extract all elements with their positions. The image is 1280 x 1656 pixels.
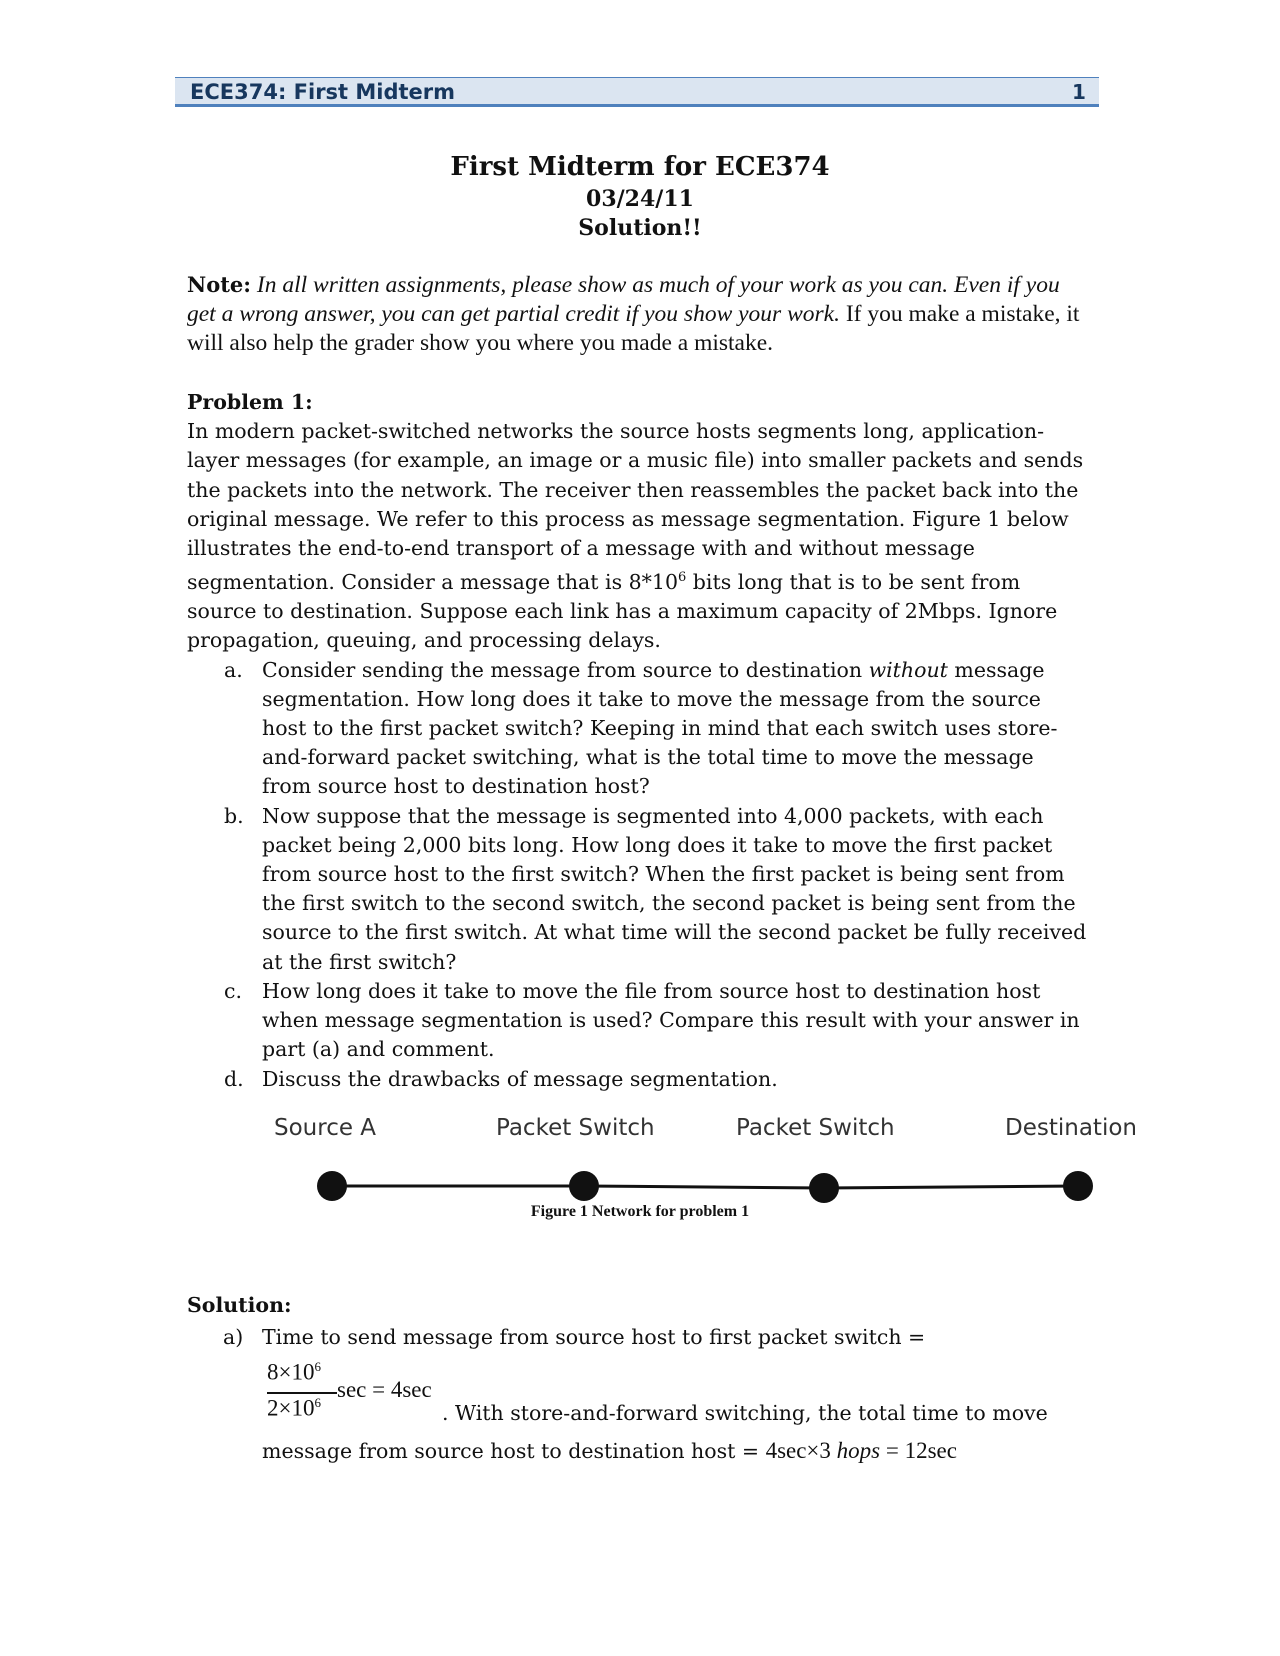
list-item <box>224 1065 1087 1094</box>
link-line <box>824 1186 1078 1188</box>
solution-a-label: a) <box>223 1325 244 1349</box>
list-item <box>224 977 1087 1065</box>
part-a-text-2: message segmentation. How long does it take to move the message from the source host to the first packet switch? Keeping in mind that each switch uses store-and-forward packet switching, what is the total time to move the message from source host to destination host? <box>262 657 1058 799</box>
document-subtitle: Solution!! <box>578 215 702 241</box>
problem-1 <box>187 388 1087 1094</box>
part-label: c. <box>224 978 242 1003</box>
denominator-exponent: 6 <box>314 1395 321 1410</box>
problem-heading: Problem 1: <box>187 390 313 414</box>
numerator-exponent: 6 <box>314 1359 321 1374</box>
problem-intro <box>187 417 1087 655</box>
list-item <box>224 802 1087 977</box>
part-a-text-1: Consider sending the message from source to destination <box>262 657 869 682</box>
solution-heading: Solution: <box>187 1293 292 1317</box>
part-label: a. <box>224 657 243 682</box>
fraction-bar <box>267 1392 337 1394</box>
fraction-denominator <box>267 1395 321 1422</box>
solution-a-line-1: Time to send message from source host to first packet switch = <box>262 1325 926 1349</box>
problem-parts-list <box>187 656 1087 1094</box>
note-paragraph <box>187 270 1087 358</box>
node-label-switch-1: Packet Switch <box>496 1115 655 1141</box>
part-c-text: How long does it take to move the file from source host to destination host when message segmentation is used? Compare this result with your answer in part (a) and comment. <box>262 978 1080 1062</box>
math-part-1: 4sec×3 <box>765 1438 837 1463</box>
math-hops: hops <box>836 1438 881 1463</box>
problem-intro-text-1: In modern packet-switched networks the source hosts segments long, application-layer messages (for example, an image or a music file) into smaller packets and sends the packets into the network. The receiver then reassembles the packet back into the original message. We refer to this process as message segmentation. Figure 1 below illustrates the end-to-end transport of a message with and without message segmentation. Consider a message that is 8*10 <box>187 419 1084 595</box>
fraction-numerator <box>267 1359 321 1386</box>
numerator-base: 8×10 <box>267 1359 315 1385</box>
node-label-destination: Destination <box>1005 1115 1137 1141</box>
fraction-result: sec = 4sec <box>337 1377 432 1402</box>
node-dot-source <box>317 1171 347 1201</box>
document-date: 03/24/11 <box>586 186 694 212</box>
header-title: ECE374: First Midterm <box>190 80 456 104</box>
part-label: b. <box>224 803 244 828</box>
note-label: Note: <box>187 272 252 297</box>
note-plain-text: If you make a mistake, it will also help the grader show you where you made a mistake. <box>187 301 1080 356</box>
math-part-2: = 12sec <box>880 1438 957 1463</box>
part-b-text: Now suppose that the message is segmented into 4,000 packets, with each packet being 2,000 bits long. How long does it take to move the first packet from source host to the first switch? When the first packet is being sent from the first switch to the second switch, the second packet is being sent from the source to the first switch. At what time will the second packet be fully received at the first switch? <box>262 803 1087 974</box>
problem-intro-exponent: 6 <box>678 570 687 586</box>
note-italic-text: In all written assignments, please show as much of your work as you can. Even if you get a wrong answer, you can get partial credit if you show your work. <box>187 272 1060 327</box>
node-dot-switch-2 <box>809 1173 839 1203</box>
link-line <box>584 1186 824 1188</box>
node-label-switch-2: Packet Switch <box>736 1115 895 1141</box>
solution-a-line-3-text: message from source host to destination host = <box>262 1439 766 1463</box>
part-d-text: Discuss the drawbacks of message segmentation. <box>262 1066 778 1091</box>
total-time-expression <box>766 1438 957 1463</box>
denominator-base: 2×10 <box>267 1395 315 1421</box>
node-dot-switch-1 <box>569 1171 599 1201</box>
list-item <box>224 656 1087 802</box>
problem-intro-text-2: bits long that is to be sent from source to destination. Suppose each link has a maximum capacity of 2Mbps. Ignore propagation, queuing, and processing delays. <box>187 570 1058 653</box>
part-a-emphasis: without <box>868 657 948 682</box>
solution-a-line-2: . With store-and-forward switching, the total time to move <box>442 1401 1048 1425</box>
figure-caption: Figure 1 Network for problem 1 <box>530 1203 750 1220</box>
node-label-source: Source A <box>274 1115 377 1141</box>
solution-a-line-3 <box>262 1438 957 1464</box>
header-page-number: 1 <box>1072 80 1086 104</box>
document-title: First Midterm for ECE374 <box>450 152 830 182</box>
node-dot-destination <box>1063 1171 1093 1201</box>
part-label: d. <box>224 1066 244 1091</box>
